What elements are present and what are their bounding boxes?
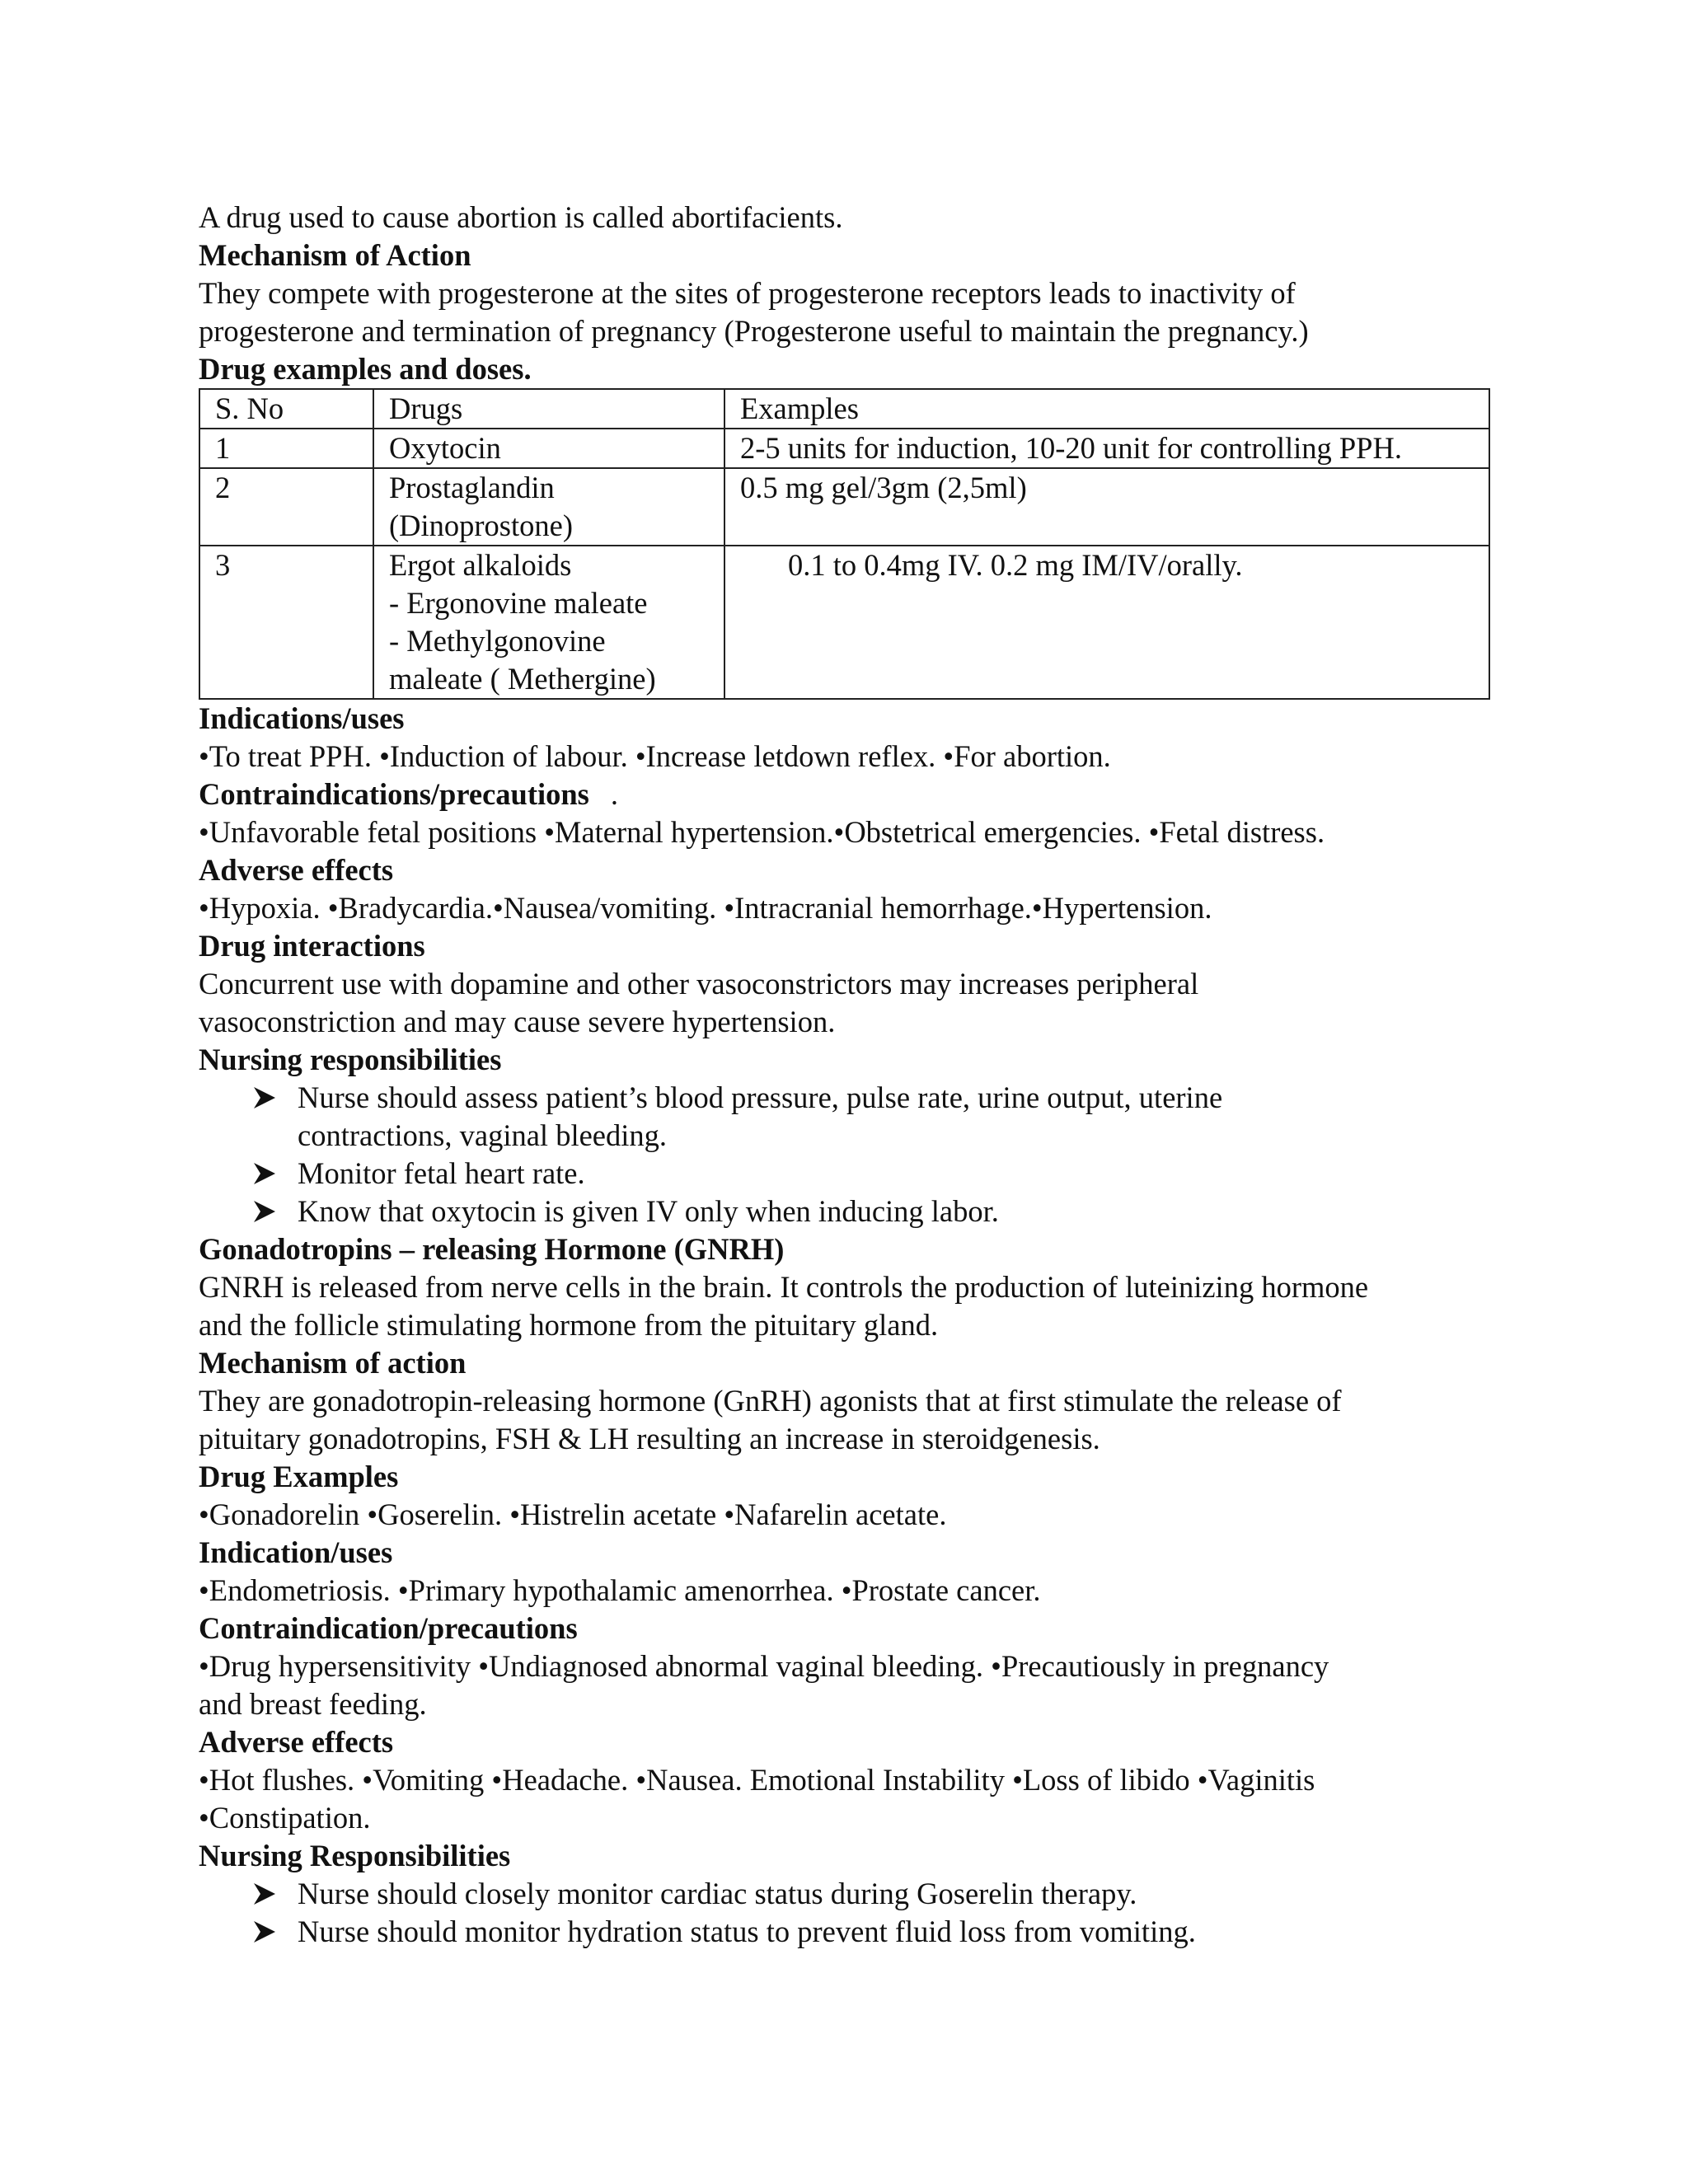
adverse-heading: Adverse effects <box>199 853 394 887</box>
drug-line: - Ergonovine maleate <box>389 586 648 620</box>
gnrh-adverse-text-line: •Constipation. <box>199 1801 371 1835</box>
list-item <box>250 1155 1501 1193</box>
gnrh-moa-heading: Mechanism of action <box>199 1346 467 1380</box>
document-page <box>199 199 1501 1951</box>
stray-period: . <box>610 777 619 811</box>
drug-line: - Methylgonovine <box>389 624 606 658</box>
arrowhead-bullet-icon <box>250 1155 279 1193</box>
adverse-text: •Hypoxia. •Bradycardia.•Nausea/vomiting. •Intracranial hemorrhage.•Hypertension. <box>199 891 1212 925</box>
gnrh-examples-text: •Gonadorelin •Goserelin. •Histrelin acetate •Nafarelin acetate. <box>199 1497 947 1531</box>
list-item-line: Know that oxytocin is given IV only when inducing labor. <box>298 1194 999 1228</box>
gnrh-contra-text-line: •Drug hypersensitivity •Undiagnosed abnormal vaginal bleeding. •Precautiously in pregnancy <box>199 1649 1329 1683</box>
table-row <box>199 429 1489 468</box>
arrowhead-bullet-icon <box>250 1079 279 1117</box>
gnrh-heading: Gonadotropins – releasing Hormone (GNRH) <box>199 1232 785 1266</box>
cell-drug <box>373 468 724 546</box>
gnrh-indication-text: •Endometriosis. •Primary hypothalamic amenorrhea. •Prostate cancer. <box>199 1573 1041 1607</box>
cell-example: 0.1 to 0.4mg IV. 0.2 mg IM/IV/orally. <box>724 546 1489 699</box>
contraindications-heading-text: Contraindications/precautions <box>199 777 589 811</box>
drug-line: Oxytocin <box>389 431 501 465</box>
header-sno: S. No <box>199 389 373 429</box>
interactions-heading: Drug interactions <box>199 929 425 963</box>
header-examples: Examples <box>724 389 1489 429</box>
drug-line: Ergot alkaloids <box>389 548 572 582</box>
indications-text: •To treat PPH. •Induction of labour. •Increase letdown reflex. •For abortion. <box>199 739 1111 773</box>
moa-text-line: They compete with progesterone at the sites of progesterone receptors leads to inactivity of <box>199 276 1296 310</box>
gnrh-nursing-list <box>199 1875 1501 1951</box>
interactions-text-line: vasoconstriction and may cause severe hypertension. <box>199 1005 836 1038</box>
gnrh-contra-text-line: and breast feeding. <box>199 1687 427 1721</box>
cell-drug <box>373 546 724 699</box>
moa-text-line: progesterone and termination of pregnancy (Progesterone useful to maintain the pregnancy.) <box>199 314 1309 348</box>
gnrh-text-line: and the follicle stimulating hormone from the pituitary gland. <box>199 1308 939 1342</box>
list-item <box>250 1193 1501 1230</box>
cell-sno: 2 <box>199 468 373 546</box>
nursing-list <box>199 1079 1501 1230</box>
gnrh-moa-text-line: pituitary gonadotropins, FSH & LH resulting an increase in steroidgenesis. <box>199 1422 1100 1455</box>
gnrh-adverse-text-line: •Hot flushes. •Vomiting •Headache. •Nausea. Emotional Instability •Loss of libido •Vaginitis <box>199 1763 1315 1797</box>
header-drugs: Drugs <box>373 389 724 429</box>
list-item <box>250 1875 1501 1913</box>
drug-doses-table <box>199 388 1490 700</box>
cell-example: 2-5 units for induction, 10-20 unit for controlling PPH. <box>724 429 1489 468</box>
list-item-line: contractions, vaginal bleeding. <box>298 1118 667 1152</box>
indications-heading: Indications/uses <box>199 701 405 735</box>
arrowhead-bullet-icon <box>250 1875 279 1913</box>
contraindications-heading <box>199 776 1501 813</box>
moa-heading: Mechanism of Action <box>199 238 471 272</box>
list-item-line: Nurse should monitor hydration status to prevent fluid loss from vomiting. <box>298 1915 1196 1948</box>
drug-line: Prostaglandin <box>389 471 555 504</box>
interactions-text-line: Concurrent use with dopamine and other vasoconstrictors may increases peripheral <box>199 967 1199 1001</box>
list-item-line: Monitor fetal heart rate. <box>298 1156 585 1190</box>
cell-example: 0.5 mg gel/3gm (2,5ml) <box>724 468 1489 546</box>
gnrh-text-line: GNRH is released from nerve cells in the brain. It controls the production of luteinizing hormone <box>199 1270 1369 1304</box>
nursing-heading: Nursing responsibilities <box>199 1043 502 1076</box>
drug-line: (Dinoprostone) <box>389 509 574 542</box>
gnrh-moa-text-line: They are gonadotropin-releasing hormone (GnRH) agonists that at first stimulate the release of <box>199 1384 1342 1418</box>
gnrh-nursing-heading: Nursing Responsibilities <box>199 1839 511 1872</box>
table-row <box>199 468 1489 546</box>
cell-sno: 3 <box>199 546 373 699</box>
list-item-line: Nurse should assess patient’s blood pressure, pulse rate, urine output, uterine <box>298 1080 1223 1114</box>
list-item <box>250 1079 1501 1155</box>
list-item <box>250 1913 1501 1951</box>
gnrh-examples-heading: Drug Examples <box>199 1460 399 1493</box>
drug-line: maleate ( Methergine) <box>389 662 656 696</box>
intro-text: A drug used to cause abortion is called abortifacients. <box>199 200 843 234</box>
gnrh-contra-heading: Contraindication/precautions <box>199 1611 578 1645</box>
arrowhead-bullet-icon <box>250 1913 279 1951</box>
table-row <box>199 546 1489 699</box>
cell-drug <box>373 429 724 468</box>
drug-examples-heading: Drug examples and doses. <box>199 352 532 386</box>
contraindications-text: •Unfavorable fetal positions •Maternal hypertension.•Obstetrical emergencies. •Fetal distress. <box>199 815 1325 849</box>
list-item-line: Nurse should closely monitor cardiac status during Goserelin therapy. <box>298 1877 1137 1910</box>
table-header-row <box>199 389 1489 429</box>
gnrh-adverse-heading: Adverse effects <box>199 1725 394 1759</box>
arrowhead-bullet-icon <box>250 1193 279 1230</box>
cell-sno: 1 <box>199 429 373 468</box>
gnrh-indication-heading: Indication/uses <box>199 1535 393 1569</box>
